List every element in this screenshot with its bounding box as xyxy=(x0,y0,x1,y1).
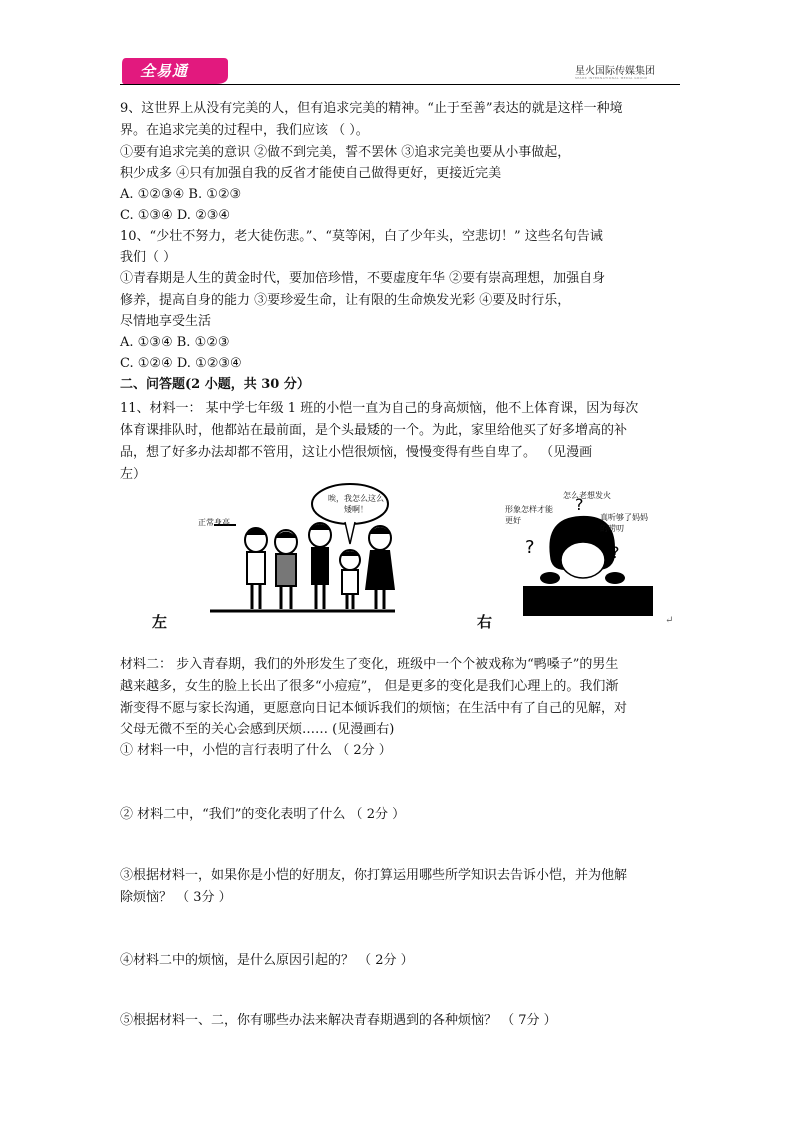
q9-line-2: 界。在追求完美的过程中，我们应该 （ ）。 xyxy=(120,123,369,138)
left-cartoon-bubble-text: 唉，我怎么这么矮啊！ xyxy=(328,494,384,514)
material2-line-1: 材料二： 步入青春期，我们的外形发生了变化，班级中一个个被戏称为“鸭嗓子”的男生 xyxy=(120,657,619,672)
material2-line-4: 父母无微不至的关心会感到厌烦…… (见漫画右) xyxy=(120,722,395,737)
brand-subtitle: SPARK INTERNATIONAL MEDIA GROUP xyxy=(575,76,648,80)
q10-line-2: 我们（ ） xyxy=(120,250,177,265)
q9-line-3: ①要有追求完美的意识 ②做不到完美，誓不罢休 ③追求完美也要从小事做起， xyxy=(120,145,571,160)
left-cartoon-label: 左 xyxy=(152,613,168,631)
q10-line-4: 修养，提高自身的能力 ③要珍爱生命，让有限的生命焕发光彩 ④要及时行乐， xyxy=(120,293,571,308)
sub-question-5: ⑤根据材料一、二，你有哪些办法来解决青春期遇到的各种烦恼？ （ 7分 ） xyxy=(120,1013,557,1028)
q9-line-4: 积少成多 ④只有加强自我的反省才能使自己做得更好，更接近完美 xyxy=(120,166,502,181)
q10-line-5: 尽情地享受生活 xyxy=(120,314,212,329)
q9-option-cd: C. ①③④ D. ②③④ xyxy=(120,208,231,223)
q10-line-1: 10、“少壮不努力，老大徒伤悲。”、“莫等闲，白了少年头，空悲切！” 这些名句告诫 xyxy=(120,229,603,244)
right-cartoon-thought-3: 真听够了妈妈的唠叨 xyxy=(600,513,648,533)
left-cartoon-caption: 正常身高 xyxy=(198,518,230,527)
sub-question-1: ① 材料一中，小恺的言行表明了什么 （ 2分 ） xyxy=(120,743,392,758)
material2-line-3: 渐变得不愿与家长沟通，更愿意向日记本倾诉我们的烦恼；在生活中有了自己的见解，对 xyxy=(120,701,628,716)
return-mark: ↵ xyxy=(665,615,674,626)
right-cartoon-label: 右 xyxy=(477,613,493,631)
logo-text: 全易通 xyxy=(140,62,189,80)
material2-line-2: 越来越多，女生的脸上长出了很多“小痘痘”， 但是更多的变化是我们心理上的。我们渐 xyxy=(120,679,619,694)
sub-question-3-line-2: 除烦恼？ （ 3分 ） xyxy=(120,890,232,905)
sub-question-4: ④材料二中的烦恼，是什么原因引起的？ （ 2分 ） xyxy=(120,953,414,968)
section-heading: 二、问答题(2 小题，共 30 分） xyxy=(120,377,310,392)
q10-line-3: ①青春期是人生的黄金时代，要加倍珍惜，不要虚度年华 ②要有崇高理想，加强自身 xyxy=(120,271,606,286)
q10-option-ab: A. ①③④ B. ①②③ xyxy=(120,335,230,350)
header-divider xyxy=(120,84,680,85)
brand-name: 星火国际传媒集团 xyxy=(575,66,655,77)
q9-line-1: 9、这世界上从没有完美的人，但有追求完美的精神。“止于至善”表达的就是这样一种境 xyxy=(120,101,623,116)
q10-option-cd: C. ①②④ D. ①②③④ xyxy=(120,356,242,371)
q11-line-1: 11、材料一： 某中学七年级 1 班的小恺一直为自己的身高烦恼，他不上体育课，因为每次 xyxy=(120,401,639,416)
svg-text:?: ? xyxy=(525,537,535,558)
sub-question-3-line-1: ③根据材料一，如果你是小恺的好朋友，你打算运用哪些所学知识去告诉小恺，并为他解 xyxy=(120,868,628,883)
q11-line-3: 品，想了好多办法却都不管用，这让小恺很烦恼，慢慢变得有些自卑了。 （见漫画 xyxy=(120,445,593,460)
svg-text:?: ? xyxy=(611,543,620,562)
right-cartoon-thought-2: 形象怎样才能更好 xyxy=(505,505,553,525)
q9-option-ab: A. ①②③④ B. ①②③ xyxy=(120,187,242,202)
right-cartoon-thought-1: 怎么老想发火 xyxy=(563,491,611,500)
q11-line-2: 体育课排队时，他都站在最前面，是个头最矮的一个。为此，家里给他买了好多增高的补 xyxy=(120,423,628,438)
q11-line-4: 左） xyxy=(120,467,147,482)
sub-question-2: ② 材料二中，“我们”的变化表明了什么 （ 2分 ） xyxy=(120,807,406,822)
svg-text:?: ? xyxy=(575,495,584,514)
